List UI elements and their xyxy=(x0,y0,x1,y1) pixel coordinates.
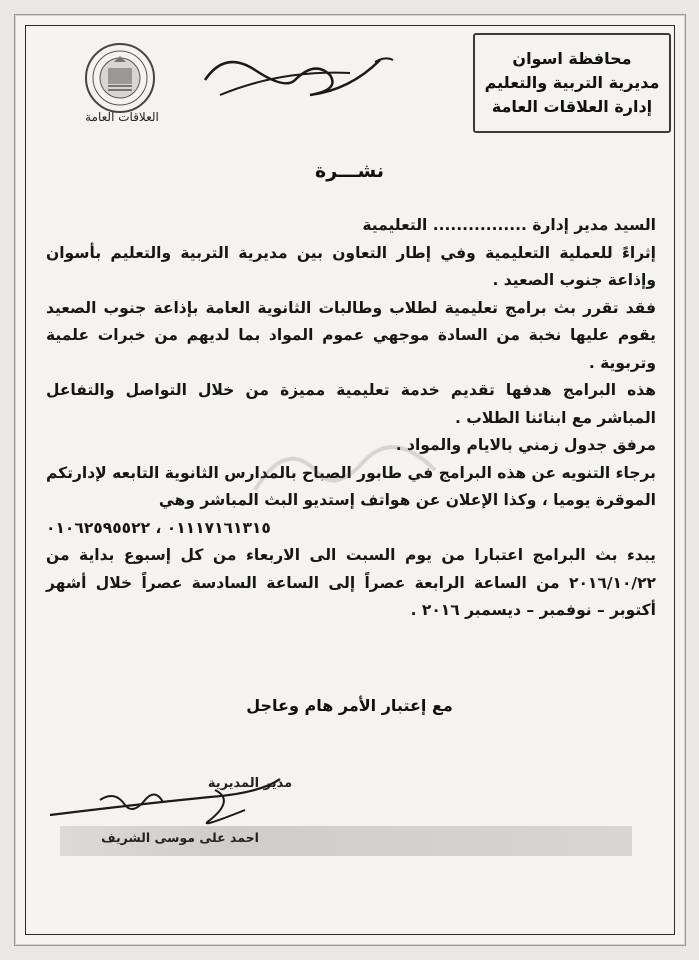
header-line-governorate: محافظة اسوان xyxy=(512,49,632,68)
addressee-line: السيد مدير إدارة ................ التعليمية xyxy=(362,216,656,234)
document-body xyxy=(46,212,656,625)
signature-scribble-top xyxy=(175,40,415,110)
header-line-directorate: مديرية التربية والتعليم xyxy=(484,73,660,92)
watermark xyxy=(235,430,455,510)
logo-caption: العلاقات العامة xyxy=(85,110,159,124)
body-paragraph: فقد تقرر بث برامج تعليمية لطلاب وطالبات الثانوية العامة بإذاعة جنوب الصعيد يقوم عليها نخبة من السادة موجهي عموم المواد بما لديهم من خبرات علمية وتربوية . xyxy=(46,298,656,372)
phone-numbers: ٠١١١٧١٦١٣١٥ ، ٠١٠٦٢٥٩٥٥٢٢ xyxy=(46,518,271,537)
header-box xyxy=(473,33,671,133)
signatory-name: احمد على موسى الشريف xyxy=(101,830,259,845)
title-text: نشـــرة xyxy=(315,160,384,182)
body-paragraph: يبدء بث البرامج اعتبارا من يوم السبت الى الاربعاء من كل إسبوع بداية من ٢٠١٦/١٠/٢٢ من الساعة الرابعة عصراً إلى الساعة السادسة عصراً خلال أشهر أكتوبر – نوفمبر – ديسمبر ٢٠١٦ . xyxy=(46,546,656,619)
body-paragraph: مرفق جدول زمني بالايام والمواد . xyxy=(395,436,656,454)
body-paragraph: برجاء التنويه عن هذه البرامج في طابور الصباح بالمدارس الثانوية التابعه لإدارتكم الموقرة يوميا ، وكذا الإعلان عن هواتف إستديو البث المباشر وهي xyxy=(46,463,656,509)
signatory-role: مدير المديرية xyxy=(207,776,293,791)
closing-line: مع إعتبار الأمر هام وعاجل xyxy=(246,696,453,715)
body-paragraph: إثراءً للعملية التعليمية وفي إطار التعاون بين مديرية التربية والتعليم بأسوان وإذاعة جنوب الصعيد . xyxy=(46,243,656,289)
document-title xyxy=(0,160,699,182)
header-line-department: إدارة العلاقات العامة xyxy=(491,97,653,116)
body-paragraph: هذه البرامج هدفها تقديم خدمة تعليمية مميزة من خلال التواصل والتفاعل المباشر مع ابنائنا الطلاب . xyxy=(46,381,656,427)
